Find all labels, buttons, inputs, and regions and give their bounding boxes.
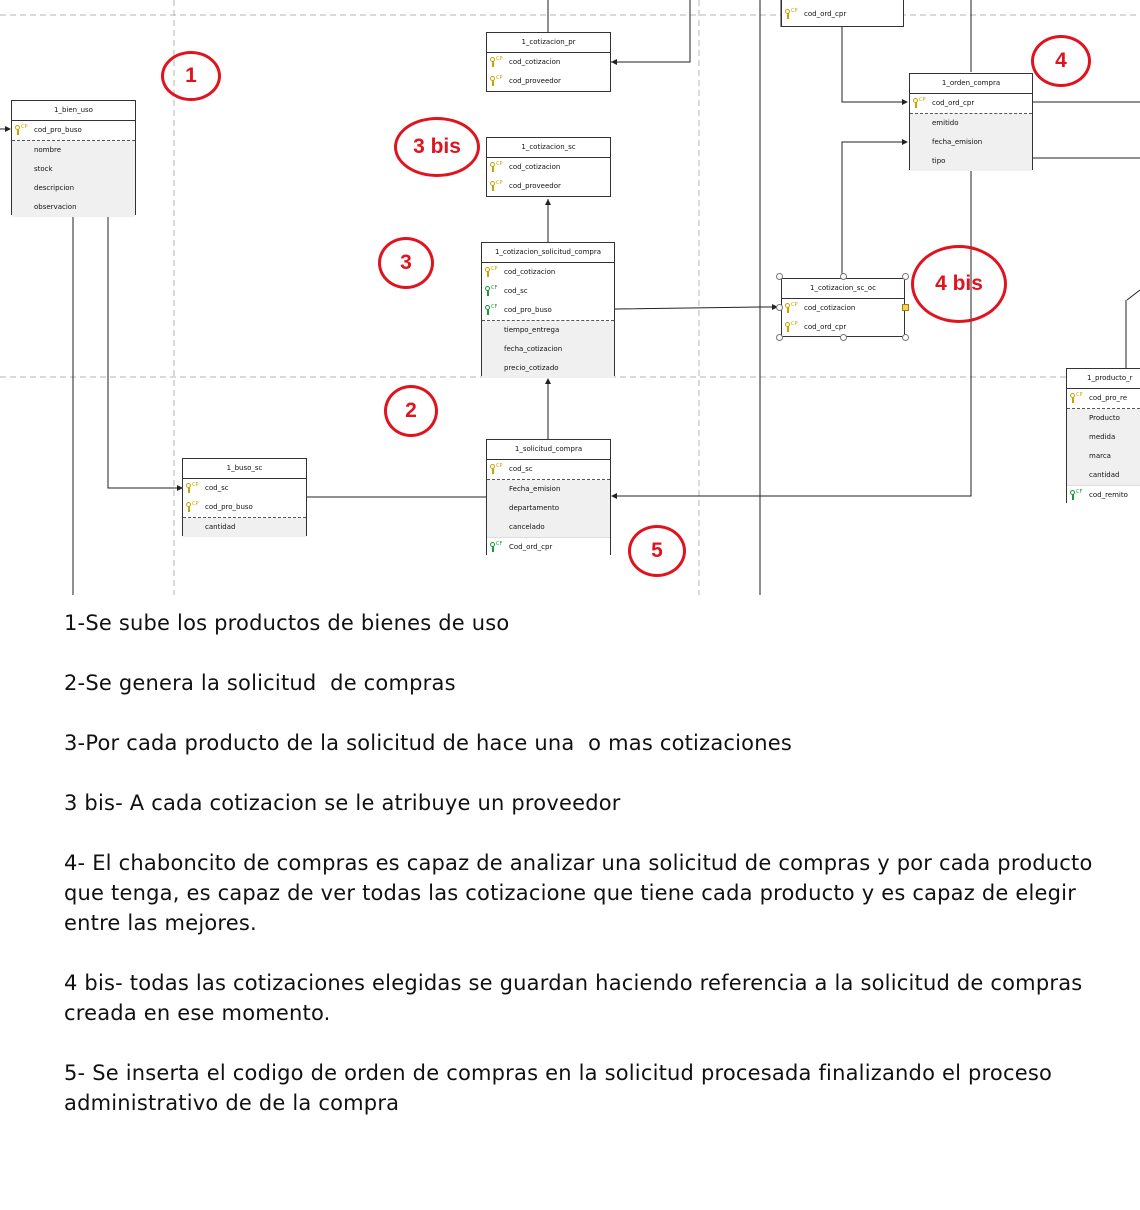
note-step-2: 2-Se genera la solicitud de compras xyxy=(64,671,456,695)
foreign-key-icon: CF xyxy=(490,542,500,552)
resize-handle[interactable] xyxy=(902,334,909,341)
entity-bien-uso[interactable] xyxy=(11,100,136,215)
entity-title: 1_buso_sc xyxy=(183,459,306,479)
entity-producto-re[interactable] xyxy=(1066,368,1140,503)
entity-row: CP cod_pro_re xyxy=(1067,389,1140,409)
entity-row: departamento xyxy=(509,504,559,512)
entity-row: emitido xyxy=(932,119,959,127)
entity-attributes xyxy=(910,114,1032,171)
note-step-3: 3-Por cada producto de la solicitud de hace una o mas cotizaciones xyxy=(64,731,792,755)
arrow-solicitud xyxy=(611,493,617,499)
entity-row: CP cod_sc xyxy=(487,460,610,480)
note-step-4: 4- El chaboncito de compras es capaz de analizar una solicitud de compras y por cada producto que tenga, es capaz de ver todas las cotizacione que tiene cada producto y es capaz de elegir entre las mejores. xyxy=(64,851,1100,935)
entity-title: 1_solicitud_compra xyxy=(487,440,610,460)
arrow-orden-top xyxy=(902,99,908,105)
entity-title: 1_cotizacion_pr xyxy=(487,33,610,53)
entity-row: cantidad xyxy=(1089,471,1120,479)
step-marker-4: 4 xyxy=(1031,35,1091,87)
entity-attributes xyxy=(482,321,614,378)
key-icon: CP xyxy=(485,267,495,277)
entity-cotizacion-pr[interactable] xyxy=(486,32,611,92)
entity-row: CP cod_cotizacion xyxy=(782,299,904,318)
entity-row: tipo xyxy=(932,157,946,165)
entity-row: CP cod_cotizacion xyxy=(487,158,610,177)
step-marker-2: 2 xyxy=(384,385,438,437)
step-marker-3bis: 3 bis xyxy=(394,117,480,177)
entity-row: precio_cotizado xyxy=(504,364,559,372)
conn-oc-orden xyxy=(842,142,905,274)
entity-title: 1_bien_uso xyxy=(12,101,135,121)
key-icon: CP xyxy=(15,125,25,135)
entity-row: cancelado xyxy=(509,523,545,531)
entity-cotizacion-sc[interactable] xyxy=(486,137,611,197)
arrow-cotpr xyxy=(611,59,617,65)
key-icon: CP xyxy=(490,57,500,67)
resize-handle[interactable] xyxy=(840,334,847,341)
arrow-cotsc xyxy=(545,199,551,205)
entity-row: CF Cod_ord_cpr xyxy=(487,537,610,557)
entity-title: 1_cotizacion_solicitud_compra xyxy=(482,243,614,263)
step-marker-5: 5 xyxy=(628,525,686,577)
entity-row: CP cod_cotizacion xyxy=(487,53,610,72)
key-icon: CP xyxy=(186,483,196,493)
step-marker-3: 3 xyxy=(378,237,434,289)
arrow-orden-mid xyxy=(902,139,908,145)
resize-handle[interactable] xyxy=(776,273,783,280)
entity-orden-compra[interactable] xyxy=(909,73,1033,170)
entity-row: tiempo_entrega xyxy=(504,326,560,334)
resize-handle[interactable] xyxy=(776,304,783,311)
entity-row: CP cod_ord_cpr xyxy=(782,5,903,24)
entity-row: observacion xyxy=(34,203,77,211)
entity-attributes xyxy=(12,141,135,217)
foreign-key-icon: CF xyxy=(485,305,495,315)
entity-row: medida xyxy=(1089,433,1116,441)
conn-cot-oc xyxy=(615,307,778,309)
conn-cotpr-right xyxy=(611,0,690,62)
entity-row: CP cod_proveedor xyxy=(487,177,610,196)
entity-attributes xyxy=(183,518,306,537)
note-step-5: 5- Se inserta el codigo de orden de compras en la solicitud procesada finalizando el proceso administrativo de de la compra xyxy=(64,1061,1059,1115)
foreign-key-icon: CF xyxy=(1070,490,1080,500)
entity-row: CF cod_remito xyxy=(1067,485,1140,505)
entity-row: Producto xyxy=(1089,414,1120,422)
entity-row: CP cod_cotizacion xyxy=(482,263,614,282)
entity-row: CP cod_pro_buso xyxy=(12,121,135,141)
entity-row: nombre xyxy=(34,146,62,154)
entity-row: stock xyxy=(34,165,53,173)
entity-buso-sc[interactable] xyxy=(182,458,307,536)
entity-row: marca xyxy=(1089,452,1111,460)
entity-attributes xyxy=(1067,409,1140,485)
entity-row: fecha_emision xyxy=(932,138,983,146)
key-icon: CP xyxy=(913,98,923,108)
key-icon: CP xyxy=(785,9,795,19)
note-step-3bis: 3 bis- A cada cotizacion se le atribuye un proveedor xyxy=(64,791,621,815)
entity-title: 1_producto_r xyxy=(1067,369,1140,389)
entity-title: 1_cotizacion_sc_oc xyxy=(782,279,904,299)
entity-solicitud-compra[interactable] xyxy=(486,439,611,555)
entity-row: cantidad xyxy=(205,523,236,531)
note-step-4bis: 4 bis- todas las cotizaciones elegidas se guardan haciendo referencia a la solicitud de compras creada en ese momento. xyxy=(64,971,1090,1025)
entity-title: 1_orden_compra xyxy=(910,74,1032,94)
entity-attributes xyxy=(487,480,610,537)
entity-row: CP cod_proveedor xyxy=(487,72,610,91)
key-icon: CP xyxy=(1070,393,1080,403)
key-icon: CP xyxy=(490,464,500,474)
entity-row: Fecha_emision xyxy=(509,485,561,493)
conn-bien-buso xyxy=(108,215,178,488)
entity-row: CF cod_pro_buso xyxy=(482,301,614,321)
conn-right-diag xyxy=(1127,290,1140,300)
entity-row: fecha_cotizacion xyxy=(504,345,563,353)
entity-cotizacion-solicitud-compra[interactable] xyxy=(481,242,615,376)
key-icon: CP xyxy=(785,303,795,313)
entity-row: CP cod_pro_buso xyxy=(183,498,306,518)
entity-row: CF cod_sc xyxy=(482,282,614,301)
arrow-cotsol xyxy=(545,378,551,384)
connection-handle[interactable] xyxy=(902,304,909,311)
conn-to-orden xyxy=(842,27,905,102)
entity-row: CP cod_ord_cpr xyxy=(782,318,904,337)
entity-row: descripcion xyxy=(34,184,75,192)
note-step-1: 1-Se sube los productos de bienes de uso xyxy=(64,611,510,635)
entity-row: CP cod_sc xyxy=(183,479,306,498)
step-marker-1: 1 xyxy=(161,51,221,101)
key-icon: CP xyxy=(186,502,196,512)
resize-handle[interactable] xyxy=(902,273,909,280)
resize-handle[interactable] xyxy=(840,273,847,280)
foreign-key-icon: CF xyxy=(485,286,495,296)
entity-top-partial[interactable] xyxy=(781,0,904,27)
entity-title: 1_cotizacion_sc xyxy=(487,138,610,158)
key-icon: CP xyxy=(785,322,795,332)
key-icon: CP xyxy=(490,181,500,191)
step-marker-4bis: 4 bis xyxy=(911,245,1007,323)
key-icon: CP xyxy=(490,162,500,172)
entity-row: CP cod_ord_cpr xyxy=(910,94,1032,114)
entity-cotizacion-sc-oc[interactable] xyxy=(781,278,905,337)
step-notes xyxy=(64,608,1100,1148)
key-icon: CP xyxy=(490,76,500,86)
resize-handle[interactable] xyxy=(776,334,783,341)
er-diagram xyxy=(0,0,1140,595)
